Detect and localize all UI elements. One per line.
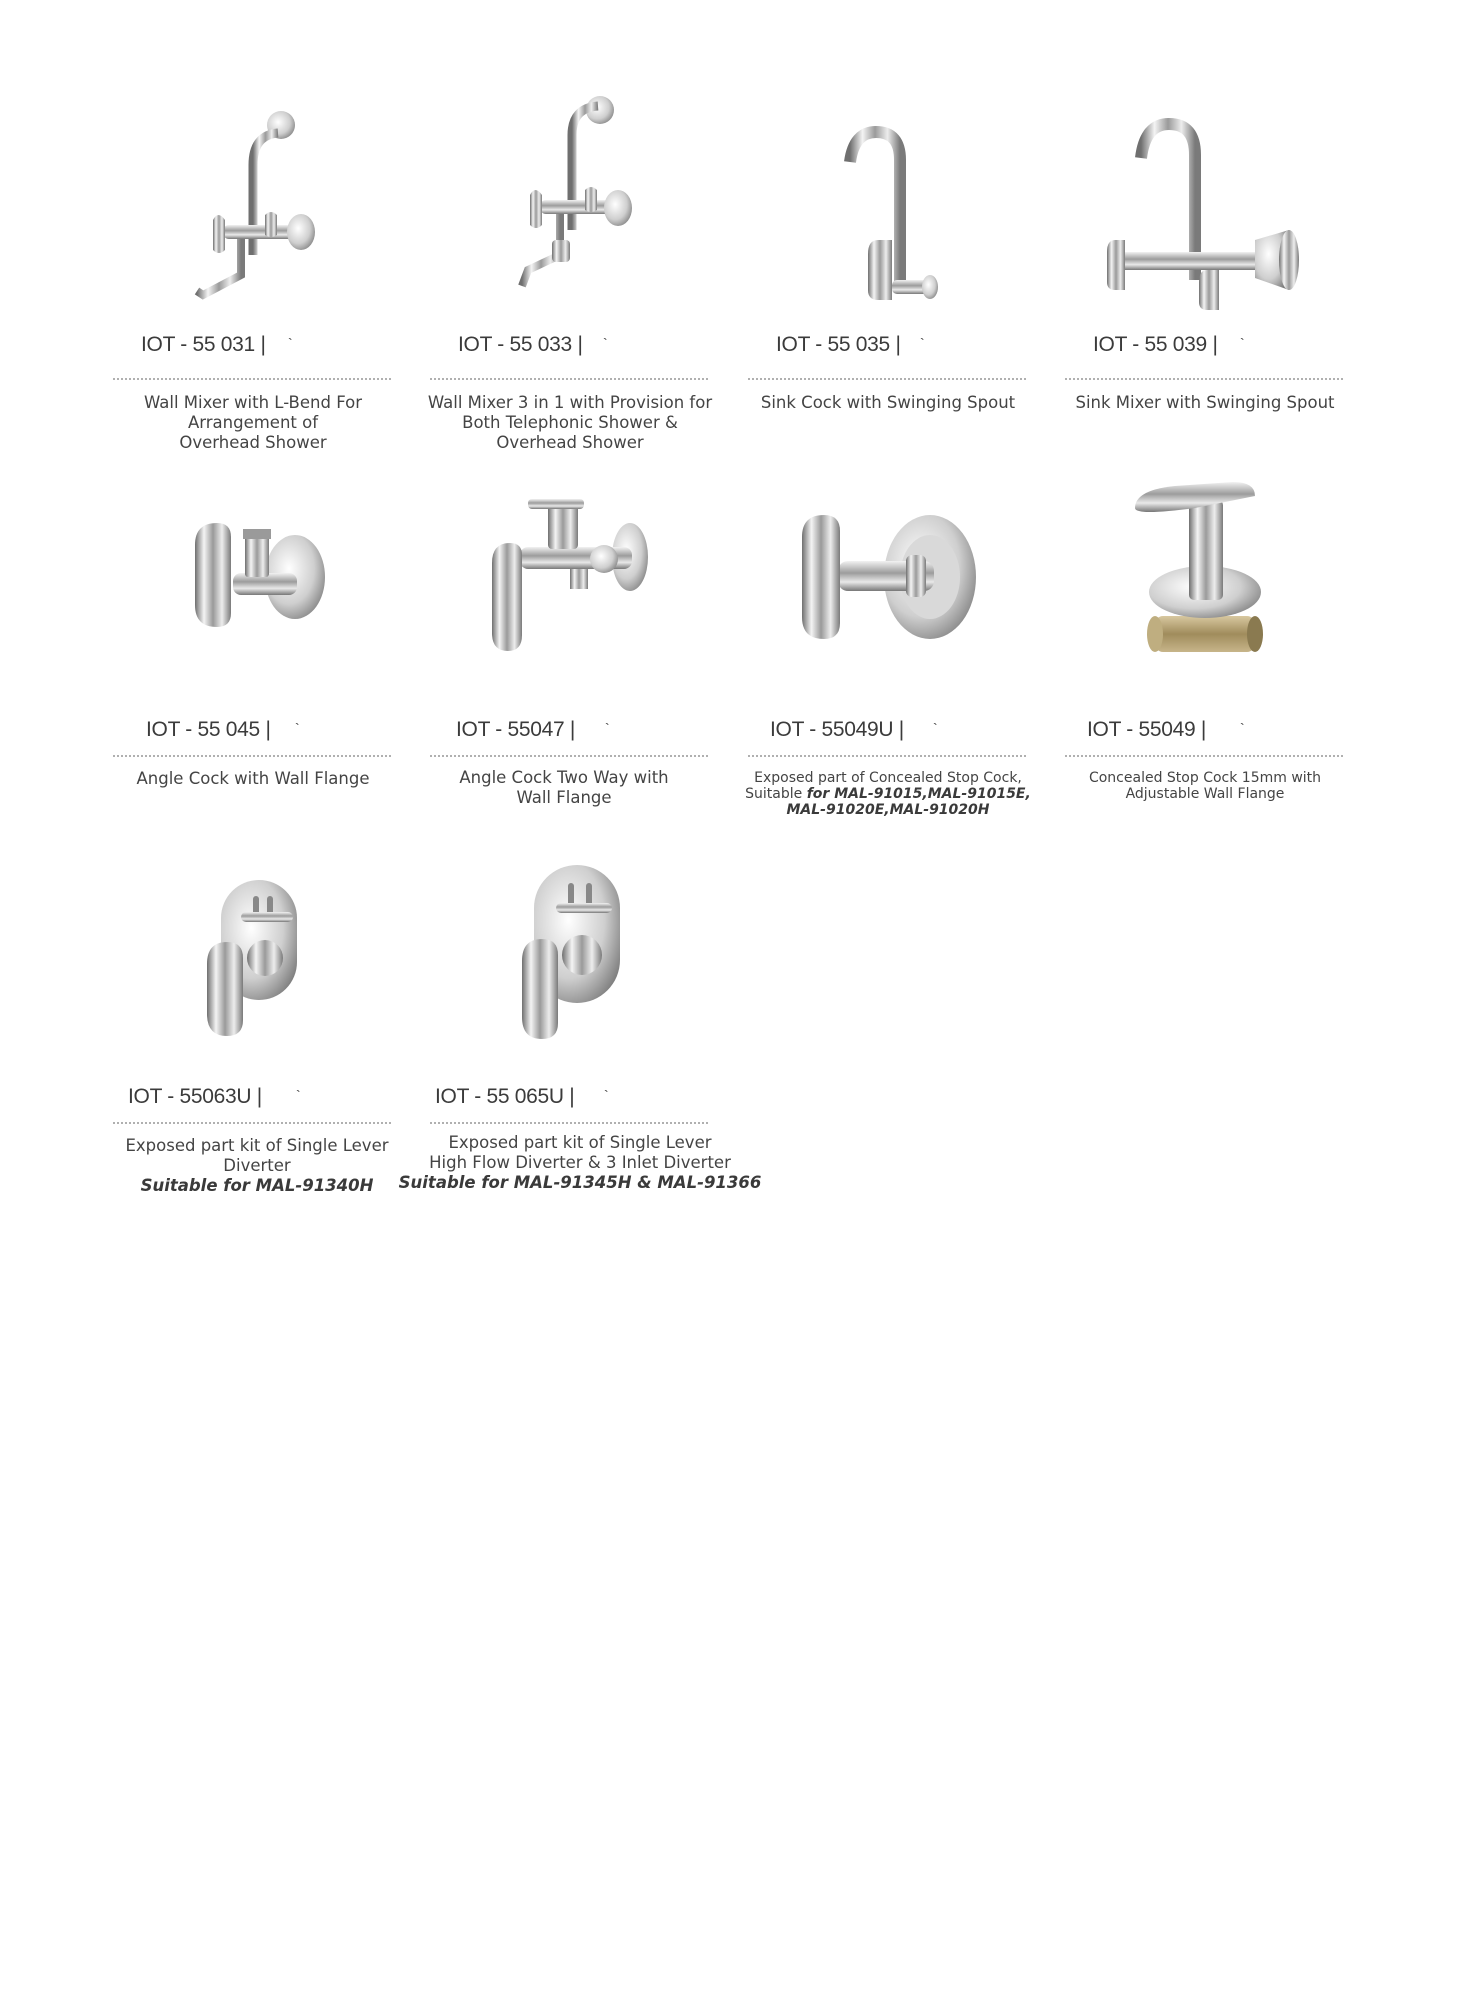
product-description: Exposed part of Concealed Stop Cock, Suitable for MAL-91015,MAL-91015E, MAL-91020E,MAL-91020H (745, 770, 1031, 818)
product-code: IOT - 55049 | (1087, 718, 1207, 741)
product-mark: ` (295, 720, 300, 736)
product-image (113, 860, 393, 1060)
sink-mixer-icon (1095, 100, 1315, 310)
product-mark: ` (920, 335, 925, 351)
product-image (748, 90, 1028, 320)
high-flow-diverter-kit-icon (500, 865, 640, 1055)
concealed-stop-cock-icon (1115, 480, 1295, 660)
product-code: IOT - 55 039 | (1093, 333, 1218, 356)
product-image (113, 480, 393, 680)
divider (1065, 755, 1343, 757)
product-description: Concealed Stop Cock 15mm with Adjustable Wall Flange (1088, 770, 1322, 802)
product-mark: ` (603, 335, 608, 351)
product-mark: ` (604, 1087, 609, 1103)
product-description: Sink Mixer with Swinging Spout (1075, 393, 1335, 412)
angle-cock-icon (173, 515, 333, 645)
product-code: IOT - 55 065U | (435, 1085, 575, 1108)
product-image (430, 480, 710, 680)
divider (113, 1122, 391, 1124)
divider (430, 1122, 708, 1124)
divider (430, 378, 708, 380)
product-code: IOT - 55 033 | (458, 333, 583, 356)
product-mark: ` (288, 335, 293, 351)
divider (430, 755, 708, 757)
divider (748, 378, 1026, 380)
product-image (430, 90, 710, 320)
concealed-stop-cock-exposed-icon (788, 505, 988, 655)
product-image (430, 860, 710, 1060)
product-mark: ` (605, 720, 610, 736)
angle-cock-two-way-icon (480, 495, 660, 665)
product-code: IOT - 55 045 | (146, 718, 271, 741)
product-description: Exposed part kit of Single Lever Diverter Suitable for MAL-91340H (125, 1136, 389, 1195)
product-image (1065, 90, 1345, 320)
product-description: Exposed part kit of Single Lever High Flow Diverter & 3 Inlet Diverter Suitable for MAL-91345H & MAL-91366 (398, 1133, 762, 1192)
product-image (748, 480, 1028, 680)
wall-mixer-l-bend-icon (183, 105, 323, 305)
product-description: Wall Mixer 3 in 1 with Provision for Both Telephonic Shower & Overhead Shower (427, 393, 713, 452)
product-description: Angle Cock Two Way with Wall Flange (459, 768, 669, 807)
product-description: Angle Cock with Wall Flange (136, 769, 370, 788)
divider (113, 755, 391, 757)
product-code: IOT - 55 035 | (776, 333, 901, 356)
product-description: Wall Mixer with L-Bend For Arrangement of Overhead Shower (144, 393, 362, 452)
product-description: Sink Cock with Swinging Spout (760, 393, 1016, 412)
divider (113, 378, 391, 380)
divider (1065, 378, 1343, 380)
product-mark: ` (1240, 335, 1245, 351)
product-code: IOT - 55047 | (456, 718, 576, 741)
product-image (113, 90, 393, 320)
sink-cock-icon (818, 100, 958, 310)
product-mark: ` (933, 720, 938, 736)
divider (748, 755, 1026, 757)
product-code: IOT - 55 031 | (141, 333, 266, 356)
product-code: IOT - 55063U | (128, 1085, 262, 1108)
product-mark: ` (296, 1087, 301, 1103)
product-mark: ` (1240, 720, 1245, 736)
diverter-kit-icon (183, 870, 323, 1050)
product-code: IOT - 55049U | (770, 718, 904, 741)
product-image (1065, 470, 1345, 670)
wall-mixer-3in1-icon (500, 90, 640, 320)
